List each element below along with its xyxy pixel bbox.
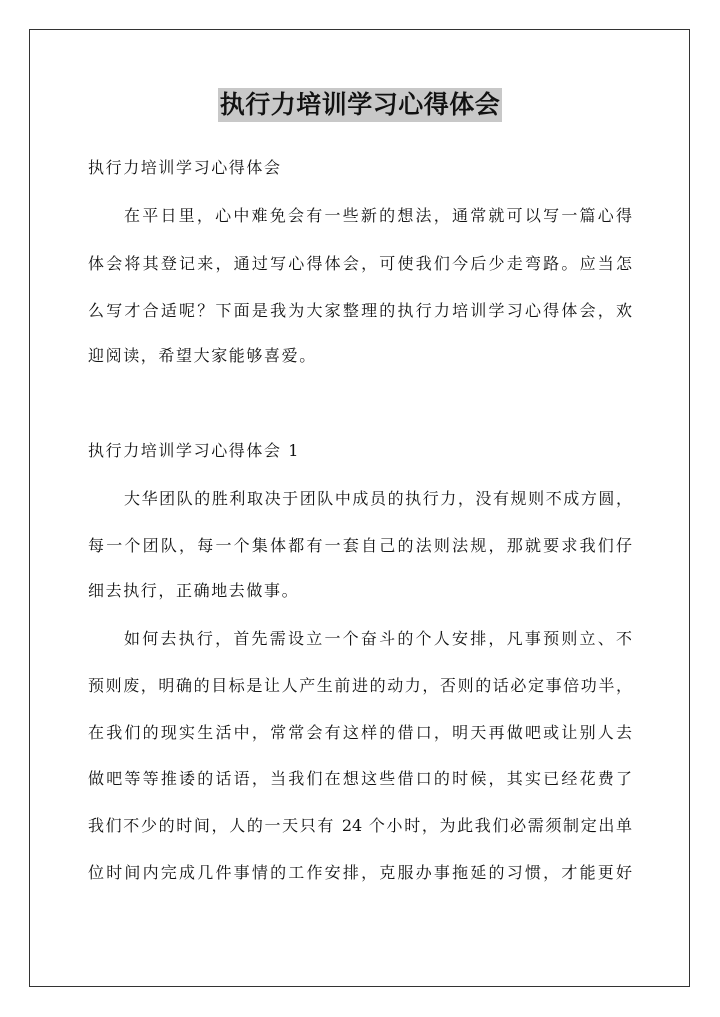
document-subtitle: 执行力培训学习心得体会 [88,158,282,177]
paragraph-line: 如何去执行，首先需设立一个奋斗的个人安排，凡事预则立、不 [124,629,632,648]
paragraph-line: 在我们的现实生活中，常常会有这样的借口，明天再做吧或让别人去 [88,723,632,742]
paragraph-line: 预则废，明确的目标是让人产生前进的动力，否则的话必定事倍功半， [88,676,632,695]
paragraph-line: 我们不少的时间，人的一天只有 24 个小时，为此我们必需须制定出单 [88,816,632,835]
paragraph-line: 大华团队的胜利取决于团队中成员的执行力，没有规则不成方圆， [124,489,632,508]
document-title: 执行力培训学习心得体会 [218,88,503,122]
section-heading: 执行力培训学习心得体会 1 [88,441,301,460]
intro-line: 在平日里，心中难免会有一些新的想法，通常就可以写一篇心得 [124,206,632,225]
intro-line: 迎阅读，希望大家能够喜爱。 [88,346,317,365]
paragraph-line: 每一个团队，每一个集体都有一套自己的法则法规，那就要求我们仔 [88,536,632,555]
paragraph-line: 细去执行，正确地去做事。 [88,581,300,600]
intro-line: 么写才合适呢？下面是我为大家整理的执行力培训学习心得体会，欢 [88,301,632,320]
paragraph-line: 做吧等等推诿的话语，当我们在想这些借口的时候，其实已经花费了 [88,769,632,788]
paragraph-line: 位时间内完成几件事情的工作安排，克服办事拖延的习惯，才能更好 [88,863,632,882]
title-container [0,88,720,122]
intro-line: 体会将其登记来，通过写心得体会，可使我们今后少走弯路。应当怎 [88,254,632,273]
